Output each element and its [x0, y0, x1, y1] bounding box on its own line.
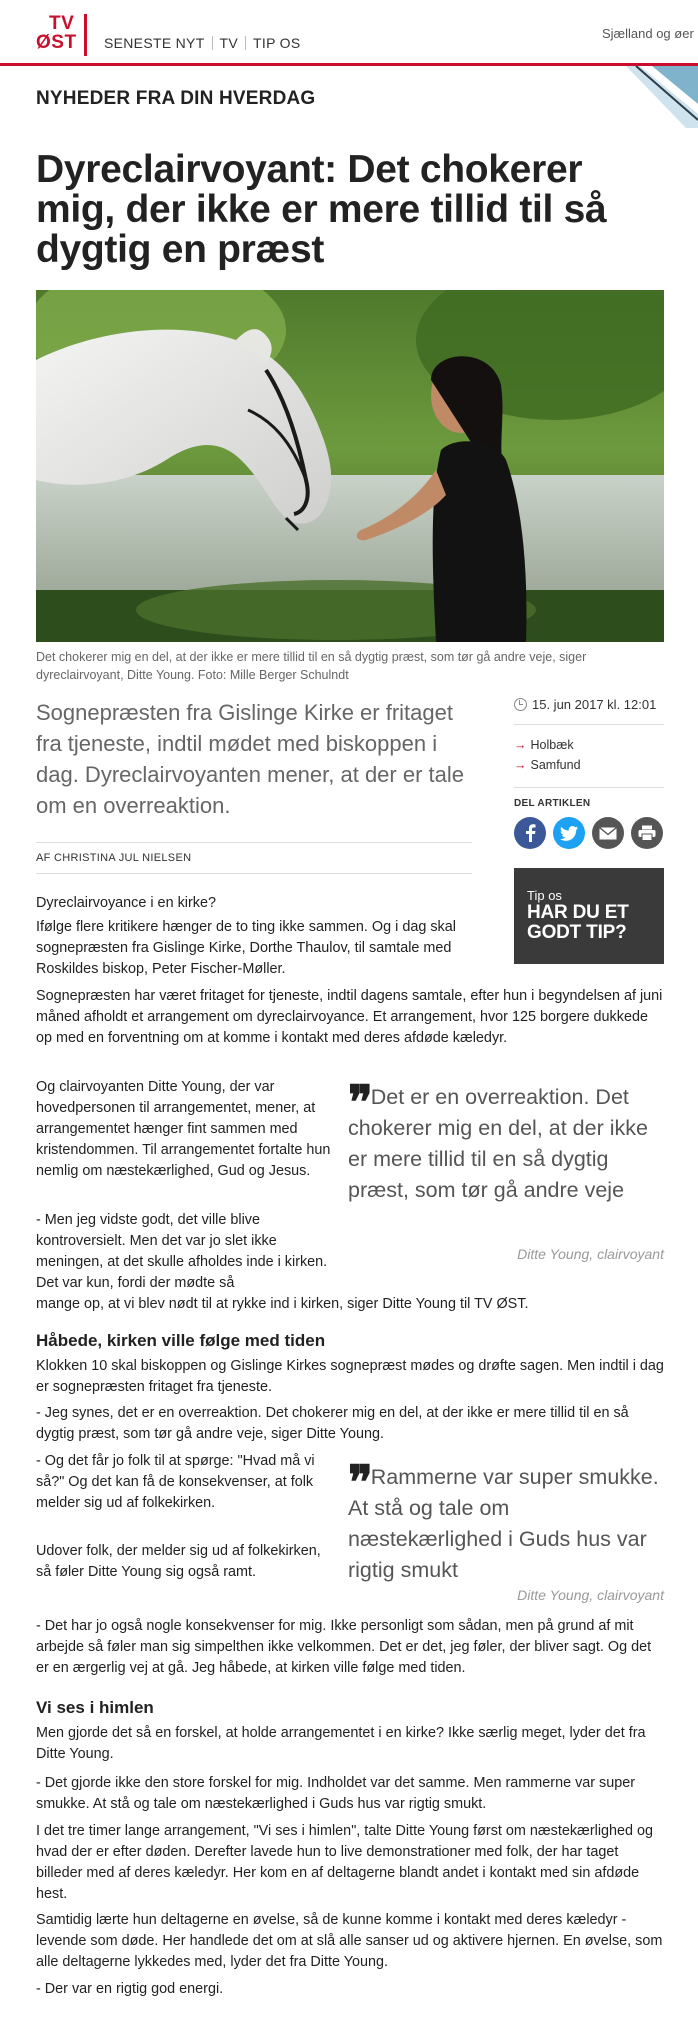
section-title: NYHEDER FRA DIN HVERDAG [36, 88, 316, 109]
byline[interactable]: AF CHRISTINA JUL NIELSEN [36, 852, 192, 864]
byline-box [36, 842, 472, 874]
subheading: Vi ses i himlen [36, 1698, 154, 1717]
print-button[interactable] [631, 817, 663, 849]
paragraph: - Der var en rigtig god energi. [36, 1981, 224, 1997]
meta-divider [514, 724, 664, 725]
mail-share-button[interactable] [592, 817, 624, 849]
nav-tv[interactable]: TV [212, 36, 246, 50]
header-corner-graphic [606, 66, 698, 128]
tag-holbaek[interactable]: → Holbæk [514, 738, 574, 752]
tv-oest-logo[interactable]: TV ØST [36, 14, 88, 58]
tip-big-label: HAR DU ET GODT TIP? [527, 902, 629, 943]
quote-source: Ditte Young, clairvoyant [517, 1246, 664, 1262]
main-nav [104, 36, 308, 50]
nav-seneste-nyt[interactable]: SENESTE NYT [104, 35, 205, 51]
paragraph: - Det har jo også nogle konsekvenser for mig. Ikke personligt som sådan, men på grund af mit arbejde så føler man sig simpelthen ikke velkommen. Det er det, jeg føler, der bliver sagt. Og det er en ærgerlig vej at gå. Jeg håbede, at kirken ville følge med tiden. [36, 1618, 652, 1676]
twitter-share-button[interactable] [553, 817, 585, 849]
tip-small-label: Tip os [527, 888, 562, 903]
paragraph: I det tre timer lange arrangement, "Vi ses i himlen", talte Ditte Young først om næstekærlighed og hvad der er efter døden. Derefter lavede hun to live demonstrationer med folk, der har taget billeder med af deres kæledyr. Her kom en af deltagerne blandt andet i kontakt med sin afdøde hest. [36, 1823, 654, 1902]
article-headline: Dyreclairvoyant: Det chokerer mig, der ikke er mere tillid til så dygtig en præst [36, 148, 607, 271]
paragraph: Og clairvoyanten Ditte Young, der var hovedpersonen til arrangementet, mener, at arrangementet hænger fint sammen med kristendommen. Til arrangementet fortalte hun nemlig om næstekærlighed, Gud og Jesus. [36, 1079, 331, 1179]
arrow-right-icon: → [514, 758, 527, 772]
paragraph: - Jeg synes, det er en overreaktion. Det chokerer mig en del, at der ikke er mere tillid til en så dygtig præst, som tør gå andre veje, siger Ditte Young. [36, 1405, 629, 1442]
pull-quote: ❞ Det er en overreaktion. Det chokerer mig en del, at der ikke er mere tillid til en så dygtig præst, som tør gå andre veje [348, 1075, 648, 1202]
quote-mark-icon: ❞ [348, 1455, 367, 1509]
hero-photo [36, 290, 664, 642]
pull-quote: ❞ Rammerne var super smukke. At stå og tale om næstekærlighed i Guds hus var rigtig smukt [348, 1455, 659, 1582]
paragraph: Klokken 10 skal biskoppen og Gislinge Kirkes sognepræst mødes og drøfte sagen. Men indtil i dag er sognepræsten fritaget fra tjeneste. [36, 1358, 664, 1395]
facebook-share-button[interactable] [514, 817, 546, 849]
paragraph: Samtidig lærte hun deltagerne en øvelse, så de kunne komme i kontakt med deres kæledyr - levende som døde. Her handlede det om at slå alle sanser ud og aktivere hjernen. En øvelse, som alle deltagerne lykkedes med, lyder det fra Ditte Young. [36, 1912, 663, 1970]
region-selector[interactable]: Sjælland og øer [602, 26, 694, 41]
paragraph: Ifølge flere kritikere hænger de to ting ikke sammen. Og i dag skal sognepræsten fra Gislinge Kirke, Dorthe Thaulov, til samtale med Roskildes biskop, Peter Fischer-Møller. [36, 919, 456, 977]
subheading: Håbede, kirken ville følge med tiden [36, 1331, 326, 1350]
share-buttons [514, 817, 664, 849]
paragraph: - Men jeg vidste godt, det ville blive kontroversielt. Men det var jo slet ikke meningen, at det skulle afholdes inde i kirken. Det var kun, fordi der mødte så [36, 1212, 328, 1291]
paragraph: mange op, at vi blev nødt til at rykke ind i kirken, siger Ditte Young til TV ØST. [36, 1296, 529, 1312]
paragraph-intro: Dyreclairvoyance i en kirke? [36, 895, 216, 911]
site-header [0, 0, 698, 66]
mail-icon [599, 827, 617, 840]
share-label: DEL ARTIKLEN [514, 798, 591, 809]
paragraph: Sognepræsten har været fritaget for tjeneste, indtil dagens samtale, efter hun i begyndelsen af juni måned afholdt et arrangement om dyreclairvoyance. Et arrangement, hvor 125 borgere dukkede op med en forventning om at komme i kontakt med deres afdøde kæledyr. [36, 988, 663, 1046]
printer-icon [638, 825, 656, 841]
tip-us-box[interactable] [514, 868, 664, 964]
arrow-right-icon: → [514, 738, 527, 752]
nav-tip-os[interactable]: TIP OS [245, 36, 307, 50]
photo-caption: Det chokerer mig en del, at der ikke er mere tillid til en så dygtig præst, som tør gå andre veje, siger dyreclairvoyant, Ditte Young. Foto: Mille Berger Schulndt [36, 650, 587, 682]
article-meta [514, 697, 664, 849]
paragraph: - Og det får jo folk til at spørge: "Hvad må vi så?" Og det kan få de konsekvenser, at folk melder sig ud af folkekirken. [36, 1453, 315, 1511]
twitter-icon [560, 826, 578, 841]
paragraph: Udover folk, der melder sig ud af folkekirken, så føler Ditte Young sig også ramt. [36, 1543, 321, 1580]
facebook-icon [523, 824, 537, 842]
meta-divider [514, 787, 664, 788]
logo-bar [84, 14, 87, 56]
clock-icon [514, 698, 527, 711]
quote-source: Ditte Young, clairvoyant [517, 1587, 664, 1603]
tag-samfund[interactable]: → Samfund [514, 758, 581, 772]
paragraph: - Det gjorde ikke den store forskel for mig. Indholdet var det samme. Men rammerne var super smukke. At stå og tale om næstekærlighed i Guds hus var rigtig smukt. [36, 1775, 636, 1812]
paragraph: Men gjorde det så en forskel, at holde arrangementet i en kirke? Ikke særlig meget, lyder det fra Ditte Young. [36, 1725, 646, 1762]
article-lead: Sognepræsten fra Gislinge Kirke er fritaget fra tjeneste, indtil mødet med biskoppen i dag. Dyreclairvoyanten mener, at der er tale om en overreaktion. [36, 700, 465, 818]
quote-mark-icon: ❞ [348, 1075, 367, 1129]
publish-date: 15. jun 2017 kl. 12:01 [514, 697, 664, 712]
